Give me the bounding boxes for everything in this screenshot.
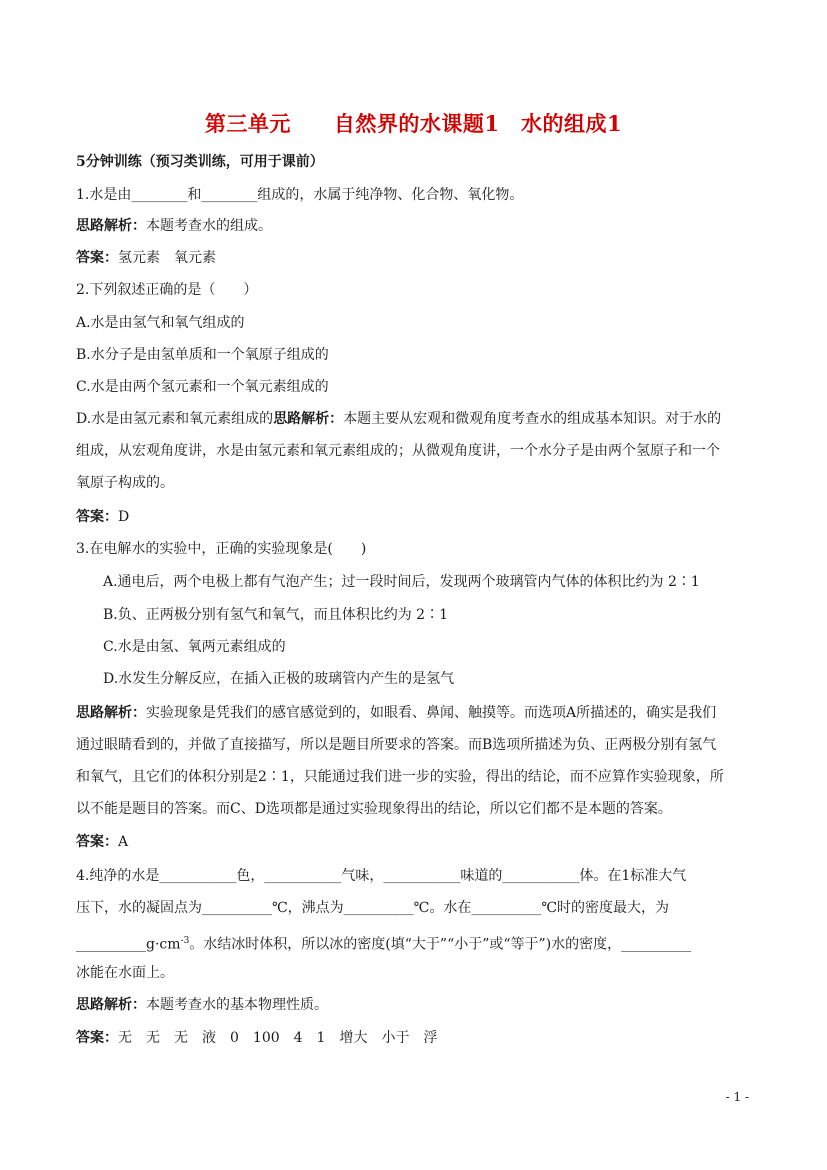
q3-analysis-line-3: 和氧气，且它们的体积分别是2∶1，只能通过我们进一步的实验，得出的结论，而不应算作实验现象，所 [76,769,724,785]
q2-answer [76,507,129,527]
q4-analysis [76,995,328,1015]
analysis-text: 实验现象是凭我们的感官感觉到的，如眼看、鼻闻、触摸等。而选项A所描述的，确实是我们 [146,705,717,721]
question-1: 1.水是由________和________组成的，水属于纯净物、化合物、氧化物。 [76,187,524,203]
q2-option-d: D.水是由氢元素和氧元素组成的 [76,411,274,427]
answer-label: 答案： [76,250,118,266]
q2-option-d-with-analysis [76,409,721,429]
answer-label: 答案： [76,509,118,525]
q3-analysis [76,703,716,723]
q3-option-a: A.通电后，两个电极上都有气泡产生；过一段时间后，发现两个玻璃管内气体的体积比约为 2∶1 [103,574,700,590]
analysis-text: 本题考查水的基本物理性质。 [146,997,328,1013]
analysis-text: 本题主要从宏观和微观角度考查水的组成基本知识。对于水的 [343,411,722,427]
question-3: 3.在电解水的实验中，正确的实验现象是( ) [76,541,367,557]
q2-option-c: C.水是由两个氢元素和一个氧元素组成的 [76,379,329,395]
answer-text: A [118,834,129,850]
answer-label: 答案： [76,1030,118,1046]
section-header: 5分钟训练（预习类训练，可用于课前） [76,154,324,170]
question-4-line-1: 4.纯净的水是___________色，___________气味，___________味道的___________体。在1标准大气 [76,868,687,884]
q3-answer [76,832,128,852]
answer-text: D [118,509,130,525]
q3-analysis-line-4: 以不能是题目的答案。而C、D选项都是通过实验现象得出的结论，所以它们都不是本题的答案。 [76,801,672,817]
q3-option-b: B.负、正两极分别有氢气和氧气，而且体积比约为 2∶1 [103,607,449,623]
answer-text: 无 无 无 液 0 100 4 1 增大 小于 浮 [118,1030,438,1046]
q4-line-3-pre: __________g·cm [76,936,181,953]
unit-exponent: -3 [180,936,190,946]
analysis-label: 思路解析： [76,997,146,1013]
page-title: 第三单元 自然界的水课题1 水的组成1 [204,111,623,136]
q1-answer [76,248,216,268]
analysis-label: 思路解析： [76,705,146,721]
q3-option-d: D.水发生分解反应，在插入正极的玻璃管内产生的是氢气 [103,671,455,687]
answer-text: 氢元素 氧元素 [118,250,216,266]
answer-label: 答案： [76,834,118,850]
question-4-line-4: 冰能在水面上。 [76,965,174,981]
analysis-label: 思路解析： [76,218,146,234]
q4-line-3-post: 。水结冰时体积，所以冰的密度(填“大于”“小于”或“等于”)水的密度，__________ [189,936,692,953]
q1-analysis [76,216,272,236]
q2-option-b: B.水分子是由氢单质和一个氧原子组成的 [76,347,329,363]
page-number: - 1 - [725,1090,749,1104]
analysis-label: 思路解析： [273,411,344,427]
q2-analysis-line-2: 组成，从宏观角度讲，水是由氢元素和氧元素组成的；从微观角度讲，一个水分子是由两个氢原子和一个 [76,443,720,459]
question-2: 2.下列叙述正确的是（ ） [76,282,258,298]
q3-analysis-line-2: 通过眼睛看到的，并做了直接描写，所以是题目所要求的答案。而B选项所描述为负、正两极分别有氢气 [76,737,717,753]
q2-analysis-line-3: 氧原子构成的。 [76,475,174,491]
question-4-line-3 [76,931,691,955]
q2-option-a: A.水是由氢气和氧气组成的 [76,315,245,331]
analysis-text: 本题考查水的组成。 [146,218,272,234]
q3-option-c: C.水是由氢、氧两元素组成的 [103,639,286,655]
q4-answer [76,1028,437,1048]
question-4-line-2: 压下，水的凝固点为__________℃，沸点为__________℃。水在__________℃时的密度最大，为 [76,900,669,916]
